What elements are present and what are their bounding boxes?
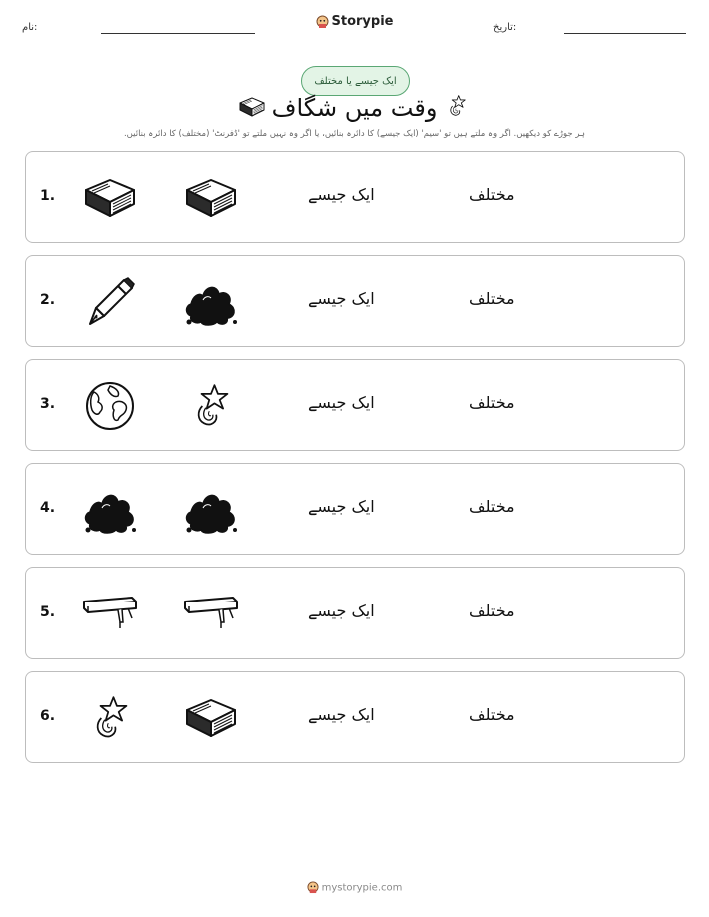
different-option[interactable]: مختلف — [469, 289, 515, 308]
instructions: ہر جوڑے کو دیکھیں. اگر وہ ملتے ہیں تو 'سیم' (ایک جیسے) کا دائرہ بنائیں، یا اگر وہ نہیں ملتے تو 'ڈفرنٹ' (مختلف) کا دائرہ بنائیں. — [123, 129, 585, 139]
book-icon — [181, 692, 241, 744]
date-label: تاریخ: — [493, 22, 517, 33]
same-option[interactable]: ایک جیسے — [308, 393, 375, 412]
row-number: 5. — [40, 604, 56, 620]
exercise-row — [25, 151, 685, 243]
ink-blot-icon — [181, 484, 241, 536]
same-option[interactable]: ایک جیسے — [308, 289, 375, 308]
shooting-star-icon — [181, 380, 241, 432]
shelf-icon — [80, 588, 140, 640]
different-option[interactable]: مختلف — [469, 705, 515, 724]
row-number: 2. — [40, 292, 56, 308]
same-option[interactable]: ایک جیسے — [308, 185, 375, 204]
brand-logo — [0, 14, 709, 29]
footer — [0, 881, 709, 894]
book-icon — [181, 172, 241, 224]
name-line[interactable] — [101, 33, 255, 34]
title-shooting-star-icon — [444, 93, 470, 123]
row-number: 6. — [40, 708, 56, 724]
globe-icon — [80, 380, 140, 432]
ink-blot-icon — [181, 276, 241, 328]
brand-name: Storypie — [331, 14, 394, 29]
row-number: 1. — [40, 188, 56, 204]
row-number: 3. — [40, 396, 56, 412]
worksheet-type-badge: ایک جیسے یا مختلف — [301, 66, 410, 96]
storypie-mascot-icon — [316, 15, 329, 29]
book-icon — [80, 172, 140, 224]
exercise-row — [25, 359, 685, 451]
shooting-star-icon — [80, 692, 140, 744]
different-option[interactable]: مختلف — [469, 393, 515, 412]
date-line[interactable] — [564, 33, 686, 34]
shelf-icon — [181, 588, 241, 640]
row-number: 4. — [40, 500, 56, 516]
footer-url[interactable]: mystorypie.com — [321, 882, 403, 894]
name-label: نام: — [22, 22, 38, 33]
different-option[interactable]: مختلف — [469, 497, 515, 516]
storypie-mascot-icon — [307, 881, 319, 894]
page-title: وقت میں شگاف — [271, 94, 438, 122]
different-option[interactable]: مختلف — [469, 601, 515, 620]
same-option[interactable]: ایک جیسے — [308, 705, 375, 724]
exercise-row — [25, 671, 685, 763]
exercise-row — [25, 567, 685, 659]
different-option[interactable]: مختلف — [469, 185, 515, 204]
same-option[interactable]: ایک جیسے — [308, 601, 375, 620]
fountain-pen-icon — [80, 276, 140, 328]
ink-blot-icon — [80, 484, 140, 536]
exercise-row — [25, 255, 685, 347]
exercise-row — [25, 463, 685, 555]
same-option[interactable]: ایک جیسے — [308, 497, 375, 516]
